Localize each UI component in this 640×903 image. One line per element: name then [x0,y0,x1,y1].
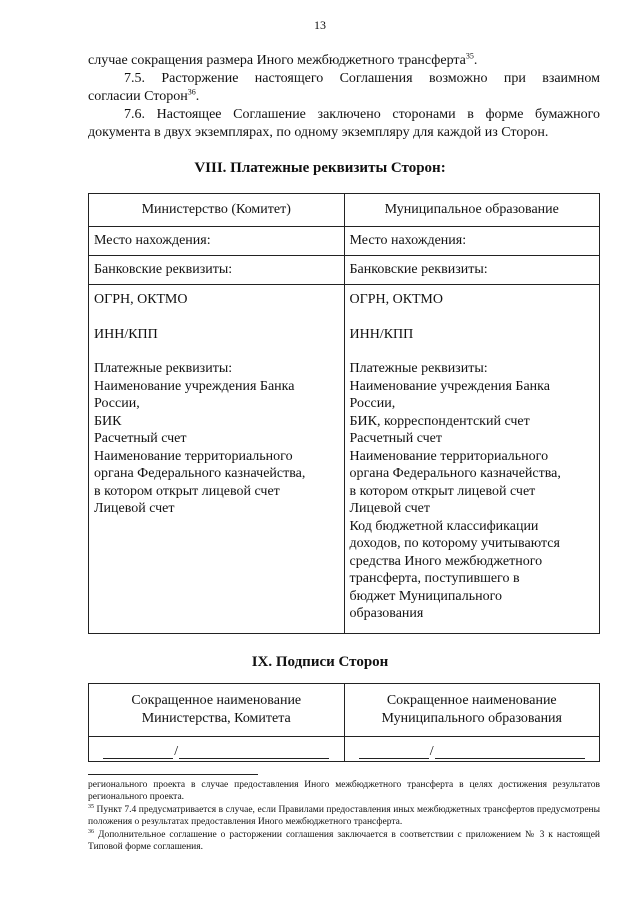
signature-blank[interactable] [359,744,429,759]
municipality-location-label: Место нахождения: [344,227,600,256]
name-blank[interactable] [179,744,329,759]
detail-line: Наименование территориального [94,448,293,464]
detail-line: средства Иного межбюджетного [349,553,543,569]
footnote-number: 35 [88,803,94,810]
footnote-36 [88,830,600,853]
paragraph-7-5-line2 [88,88,600,106]
ogrn-label: ОГРН, ОКТМО [94,292,188,307]
name-blank[interactable] [435,744,585,759]
ministry-bank-label: Банковские реквизиты: [89,256,345,285]
slash-separator: / [174,744,179,759]
footnote-divider [88,774,258,775]
municipality-signature-header [344,684,600,737]
page-number: 13 [314,18,326,32]
detail-line: трансферта, поступившего в [349,571,520,586]
header-line: Сокращенное наименование [386,693,557,708]
payment-details-table [88,193,600,634]
header-line: Министерства, Комитета [141,711,291,726]
footnote-number: 36 [88,828,94,835]
slash-separator: / [429,744,434,759]
detail-line: Наименование учреждения Банка [349,378,550,394]
paragraph-7-5-line1: 7.5. Расторжение настоящего Соглашения возможно при взаимном [124,71,600,86]
detail-line: России, [94,396,140,411]
ministry-details-cell [89,285,345,634]
detail-line: Наименование территориального [349,448,549,464]
signature-blank[interactable] [103,744,173,759]
section-8-title: VIII. Платежные реквизиты Сторон: [194,160,446,176]
detail-line: Наименование учреждения Банка [94,378,295,394]
ministry-signature-line [89,737,345,762]
paragraph-text: случае сокращения размера Иного межбюджетного трансферта [88,53,466,68]
detail-line: Платежные реквизиты: [349,361,488,376]
municipality-signature-line [344,737,600,762]
detail-line: России, [349,396,396,411]
detail-line: органа Федерального казначейства, [94,466,306,481]
footnote-text: Дополнительное соглашение о расторжении соглашения заключается в соответствии с приложением № 3 к настоящей Типовой форме соглашения. [88,830,600,852]
punctuation: . [473,53,478,68]
header-line: Сокращенное наименование [131,693,302,708]
detail-line: в котором открыт лицевой счет [94,483,280,499]
paragraph-text: согласии Сторон [88,89,188,104]
header-line: Муниципального образования [381,711,562,726]
detail-line: Расчетный счет [94,431,187,446]
municipality-column-header: Муниципальное образование [344,194,600,227]
detail-line: Код бюджетной классификации [349,518,539,534]
detail-line: Платежные реквизиты: [94,361,233,376]
detail-line: в котором открыт лицевой счет [349,483,536,499]
footnote-text: Пункт 7.4 предусматривается в случае, если Правилами предоставления иных межбюджетных трансфертов предусмотрены положения о результатах предоставления Иного межбюджетного трансферта. [88,805,600,827]
detail-line: БИК [94,413,122,429]
footnote-continuation: регионального проекта в случае предоставления Иного межбюджетного трансферта в целях достижения результатов регионального проекта. [88,780,600,802]
footnote-35 [88,805,600,828]
inn-label: ИНН/КПП [349,326,414,342]
paragraph-7-6: 7.6. Настоящее Соглашение заключено сторонами в форме бумажного документа в двух экземплярах, по одному экземпляру для каждой из Сторон. [88,107,600,140]
punctuation: . [195,89,200,104]
municipality-bank-label: Банковские реквизиты: [344,256,600,285]
inn-label: ИНН/КПП [94,326,158,342]
detail-line: доходов, по которому учитываются [349,536,560,551]
detail-line: БИК, корреспондентский счет [349,413,530,429]
footnote-ref-36: 36 [187,87,196,97]
detail-line: Лицевой счет [349,501,431,516]
ogrn-label: ОГРН, ОКТМО [349,292,443,307]
footnote-ref-35: 35 [465,51,474,61]
paragraph-7-4-end [88,52,600,70]
ministry-signature-header [89,684,345,737]
signatures-table [88,683,600,762]
ministry-column-header: Министерство (Комитет) [89,194,345,227]
detail-line: бюджет Муниципального [349,588,502,604]
municipality-details-cell [344,285,600,634]
detail-line: Лицевой счет [94,501,175,516]
ministry-location-label: Место нахождения: [89,227,345,256]
detail-line: органа Федерального казначейства, [349,466,561,481]
detail-line: образования [349,606,424,621]
detail-line: Расчетный счет [349,431,443,446]
section-9-title: IX. Подписи Сторон [251,654,389,670]
